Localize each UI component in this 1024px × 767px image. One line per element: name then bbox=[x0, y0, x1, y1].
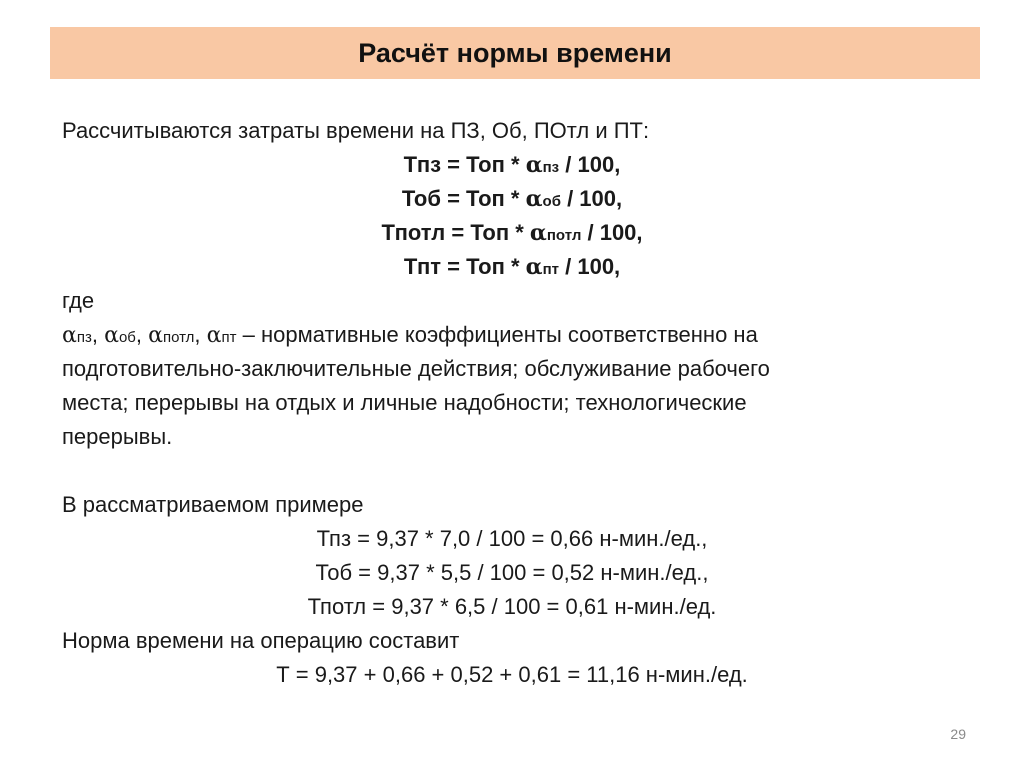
coefficients-description-2: подготовительно-заключительные действия; обслуживание рабочего bbox=[62, 356, 770, 381]
separator: , bbox=[91, 322, 105, 347]
formula-right: / 100, bbox=[559, 152, 621, 177]
separator: , bbox=[135, 322, 149, 347]
coefficients-description-4: перерывы. bbox=[62, 424, 173, 449]
alpha-subscript: пз bbox=[76, 329, 92, 346]
title-bar bbox=[50, 27, 980, 79]
page-number: 29 bbox=[950, 726, 966, 742]
where-label: где bbox=[62, 288, 95, 313]
formula-left: Тпт = Топ * bbox=[403, 254, 526, 279]
intro-text: Рассчитываются затраты времени на ПЗ, Об, ПОтл и ПТ: bbox=[62, 118, 650, 143]
example-intro: В рассматриваемом примере bbox=[62, 492, 364, 517]
alpha-symbol: α bbox=[148, 323, 163, 348]
coefficients-line bbox=[62, 318, 962, 352]
formula-tpotl bbox=[62, 216, 962, 250]
alpha-subscript: потл bbox=[162, 329, 195, 346]
alpha-symbol: α bbox=[206, 323, 222, 348]
formula-right: / 100, bbox=[560, 186, 623, 211]
alpha-symbol: α bbox=[62, 323, 77, 348]
slide-content bbox=[62, 114, 962, 692]
formula-tpt bbox=[62, 250, 962, 284]
alpha-symbol: α bbox=[104, 323, 119, 348]
slide-title: Расчёт нормы времени bbox=[358, 37, 672, 68]
alpha-subscript: об bbox=[118, 329, 136, 346]
alpha-symbol: α bbox=[525, 152, 543, 178]
formula-right: / 100, bbox=[559, 254, 621, 279]
formula-left: Тпотл = Топ * bbox=[381, 220, 530, 245]
formula-tob bbox=[62, 182, 962, 216]
coefficients-description-3: места; перерывы на отдых и личные надобности; технологические bbox=[62, 390, 747, 415]
norm-formula: Т = 9,37 + 0,66 + 0,52 + 0,61 = 11,16 н-мин./ед. bbox=[276, 662, 748, 687]
formula-tpz bbox=[62, 148, 962, 182]
coefficients-description: – нормативные коэффициенты соответственно на bbox=[236, 322, 758, 347]
formula-left: Тпз = Топ * bbox=[403, 152, 526, 177]
alpha-subscript: потл bbox=[546, 227, 582, 244]
example-tpz: Тпз = 9,37 * 7,0 / 100 = 0,66 н-мин./ед., bbox=[316, 526, 708, 551]
alpha-subscript: об bbox=[542, 193, 561, 210]
spacer bbox=[62, 454, 962, 488]
alpha-symbol: α bbox=[525, 186, 543, 212]
example-tob: Тоб = 9,37 * 5,5 / 100 = 0,52 н-мин./ед., bbox=[315, 560, 709, 585]
alpha-symbol: α bbox=[525, 254, 543, 280]
alpha-symbol: α bbox=[529, 220, 547, 246]
alpha-subscript: пз bbox=[542, 159, 560, 176]
formula-left: Тоб = Топ * bbox=[401, 186, 526, 211]
separator: , bbox=[194, 322, 207, 347]
example-tpotl: Тпотл = 9,37 * 6,5 / 100 = 0,61 н-мин./ед. bbox=[307, 594, 717, 619]
alpha-subscript: пт bbox=[221, 329, 237, 346]
alpha-subscript: пт bbox=[542, 261, 560, 278]
norm-intro: Норма времени на операцию составит bbox=[62, 628, 460, 653]
formula-right: / 100, bbox=[581, 220, 643, 245]
